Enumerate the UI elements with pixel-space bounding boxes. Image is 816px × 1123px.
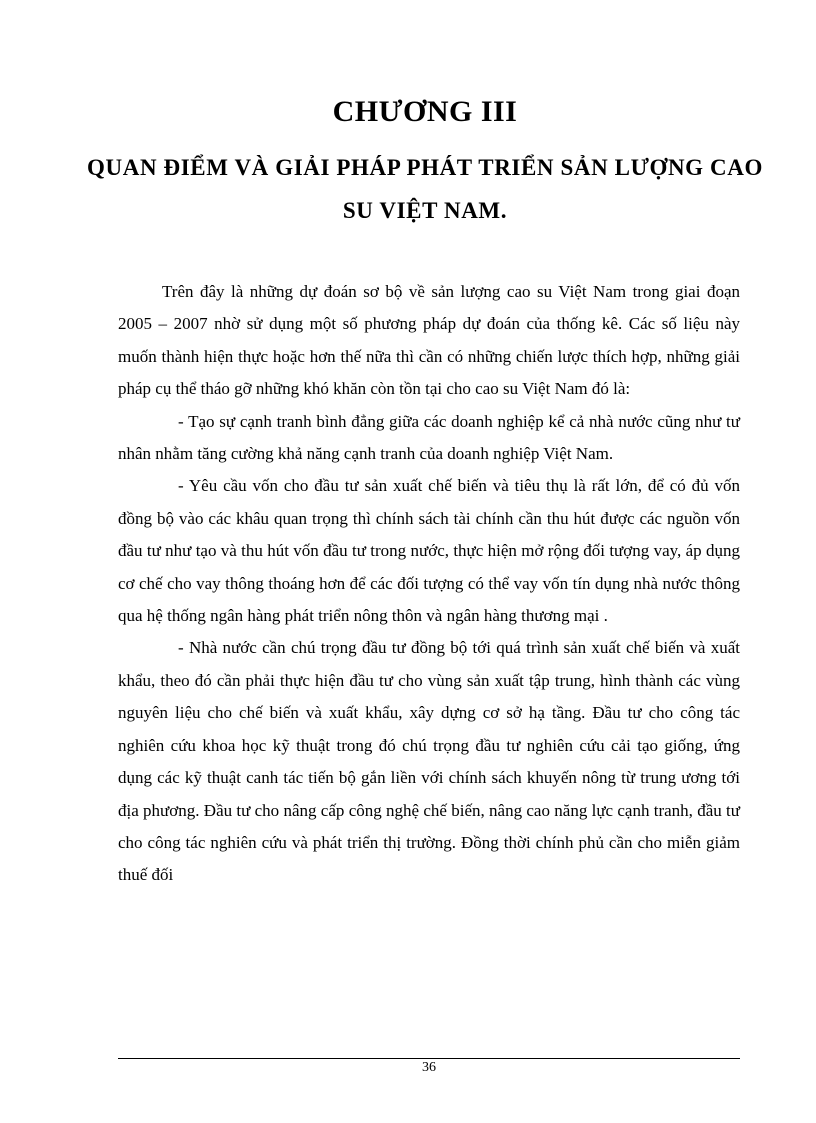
footer-divider — [118, 1058, 740, 1059]
chapter-subtitle: QUAN ĐIỂM VÀ GIẢI PHÁP PHÁT TRIỂN SẢN LƯỢNG CAO SU VIỆT NAM. — [87, 155, 763, 223]
paragraph-bullet-competition: - Tạo sự cạnh tranh bình đẳng giữa các doanh nghiệp kể cả nhà nước cũng như tư nhân nhằm tăng cường khả năng cạnh tranh của doanh nghiệp Việt Nam. — [118, 411, 740, 464]
page-number: 36 — [422, 1060, 436, 1075]
chapter-title: CHƯƠNG III — [332, 95, 518, 128]
paragraph-intro: Trên đây là những dự đoán sơ bộ về sản lượng cao su Việt Nam trong giai đoạn 2005 – 2007 nhờ sử dụng một số phương pháp dự đoán của thống kê. Các số liệu này muốn thành hiện thực hoặc hơn thế nữa thì cần có những chiến lược thích hợp, những giải pháp cụ thể tháo gỡ những khó khăn còn tồn tại cho cao su Việt Nam đó là: — [118, 282, 740, 399]
paragraph-bullet-investment: - Nhà nước cần chú trọng đầu tư đồng bộ tới quá trình sản xuất chế biến và xuất khẩu, theo đó cần phải thực hiện đầu tư cho vùng sản xuất tập trung, hình thành các vùng nguyên liệu cho chế biến và xuất khẩu, xây dựng cơ sở hạ tầng. Đầu tư cho công tác nghiên cứu khoa học kỹ thuật trong đó chú trọng đầu tư nghiên cứu cải tạo giống, ứng dụng các kỹ thuật canh tác tiến bộ gắn liền với chính sách khuyến nông từ trung ương tới địa phương. Đầu tư cho nâng cấp công nghệ chế biến, nâng cao năng lực cạnh tranh, đầu tư cho công tác nghiên cứu và phát triển thị trường. Đồng thời chính phủ cần cho miễn giảm thuế đối — [118, 638, 740, 885]
body-text — [118, 276, 740, 892]
paragraph-bullet-capital: - Yêu cầu vốn cho đầu tư sản xuất chế biến và tiêu thụ là rất lớn, để có đủ vốn đồng bộ vào các khâu quan trọng thì chính sách tài chính cần thu hút được các nguồn vốn đầu tư như tạo và thu hút vốn đầu tư trong nước, thực hiện mở rộng đối tượng vay, áp dụng cơ chế cho vay thông thoáng hơn để các đối tượng có thể vay vốn tín dụng nhà nước thông qua hệ thống ngân hàng phát triển nông thôn và ngân hàng thương mại . — [118, 476, 740, 626]
